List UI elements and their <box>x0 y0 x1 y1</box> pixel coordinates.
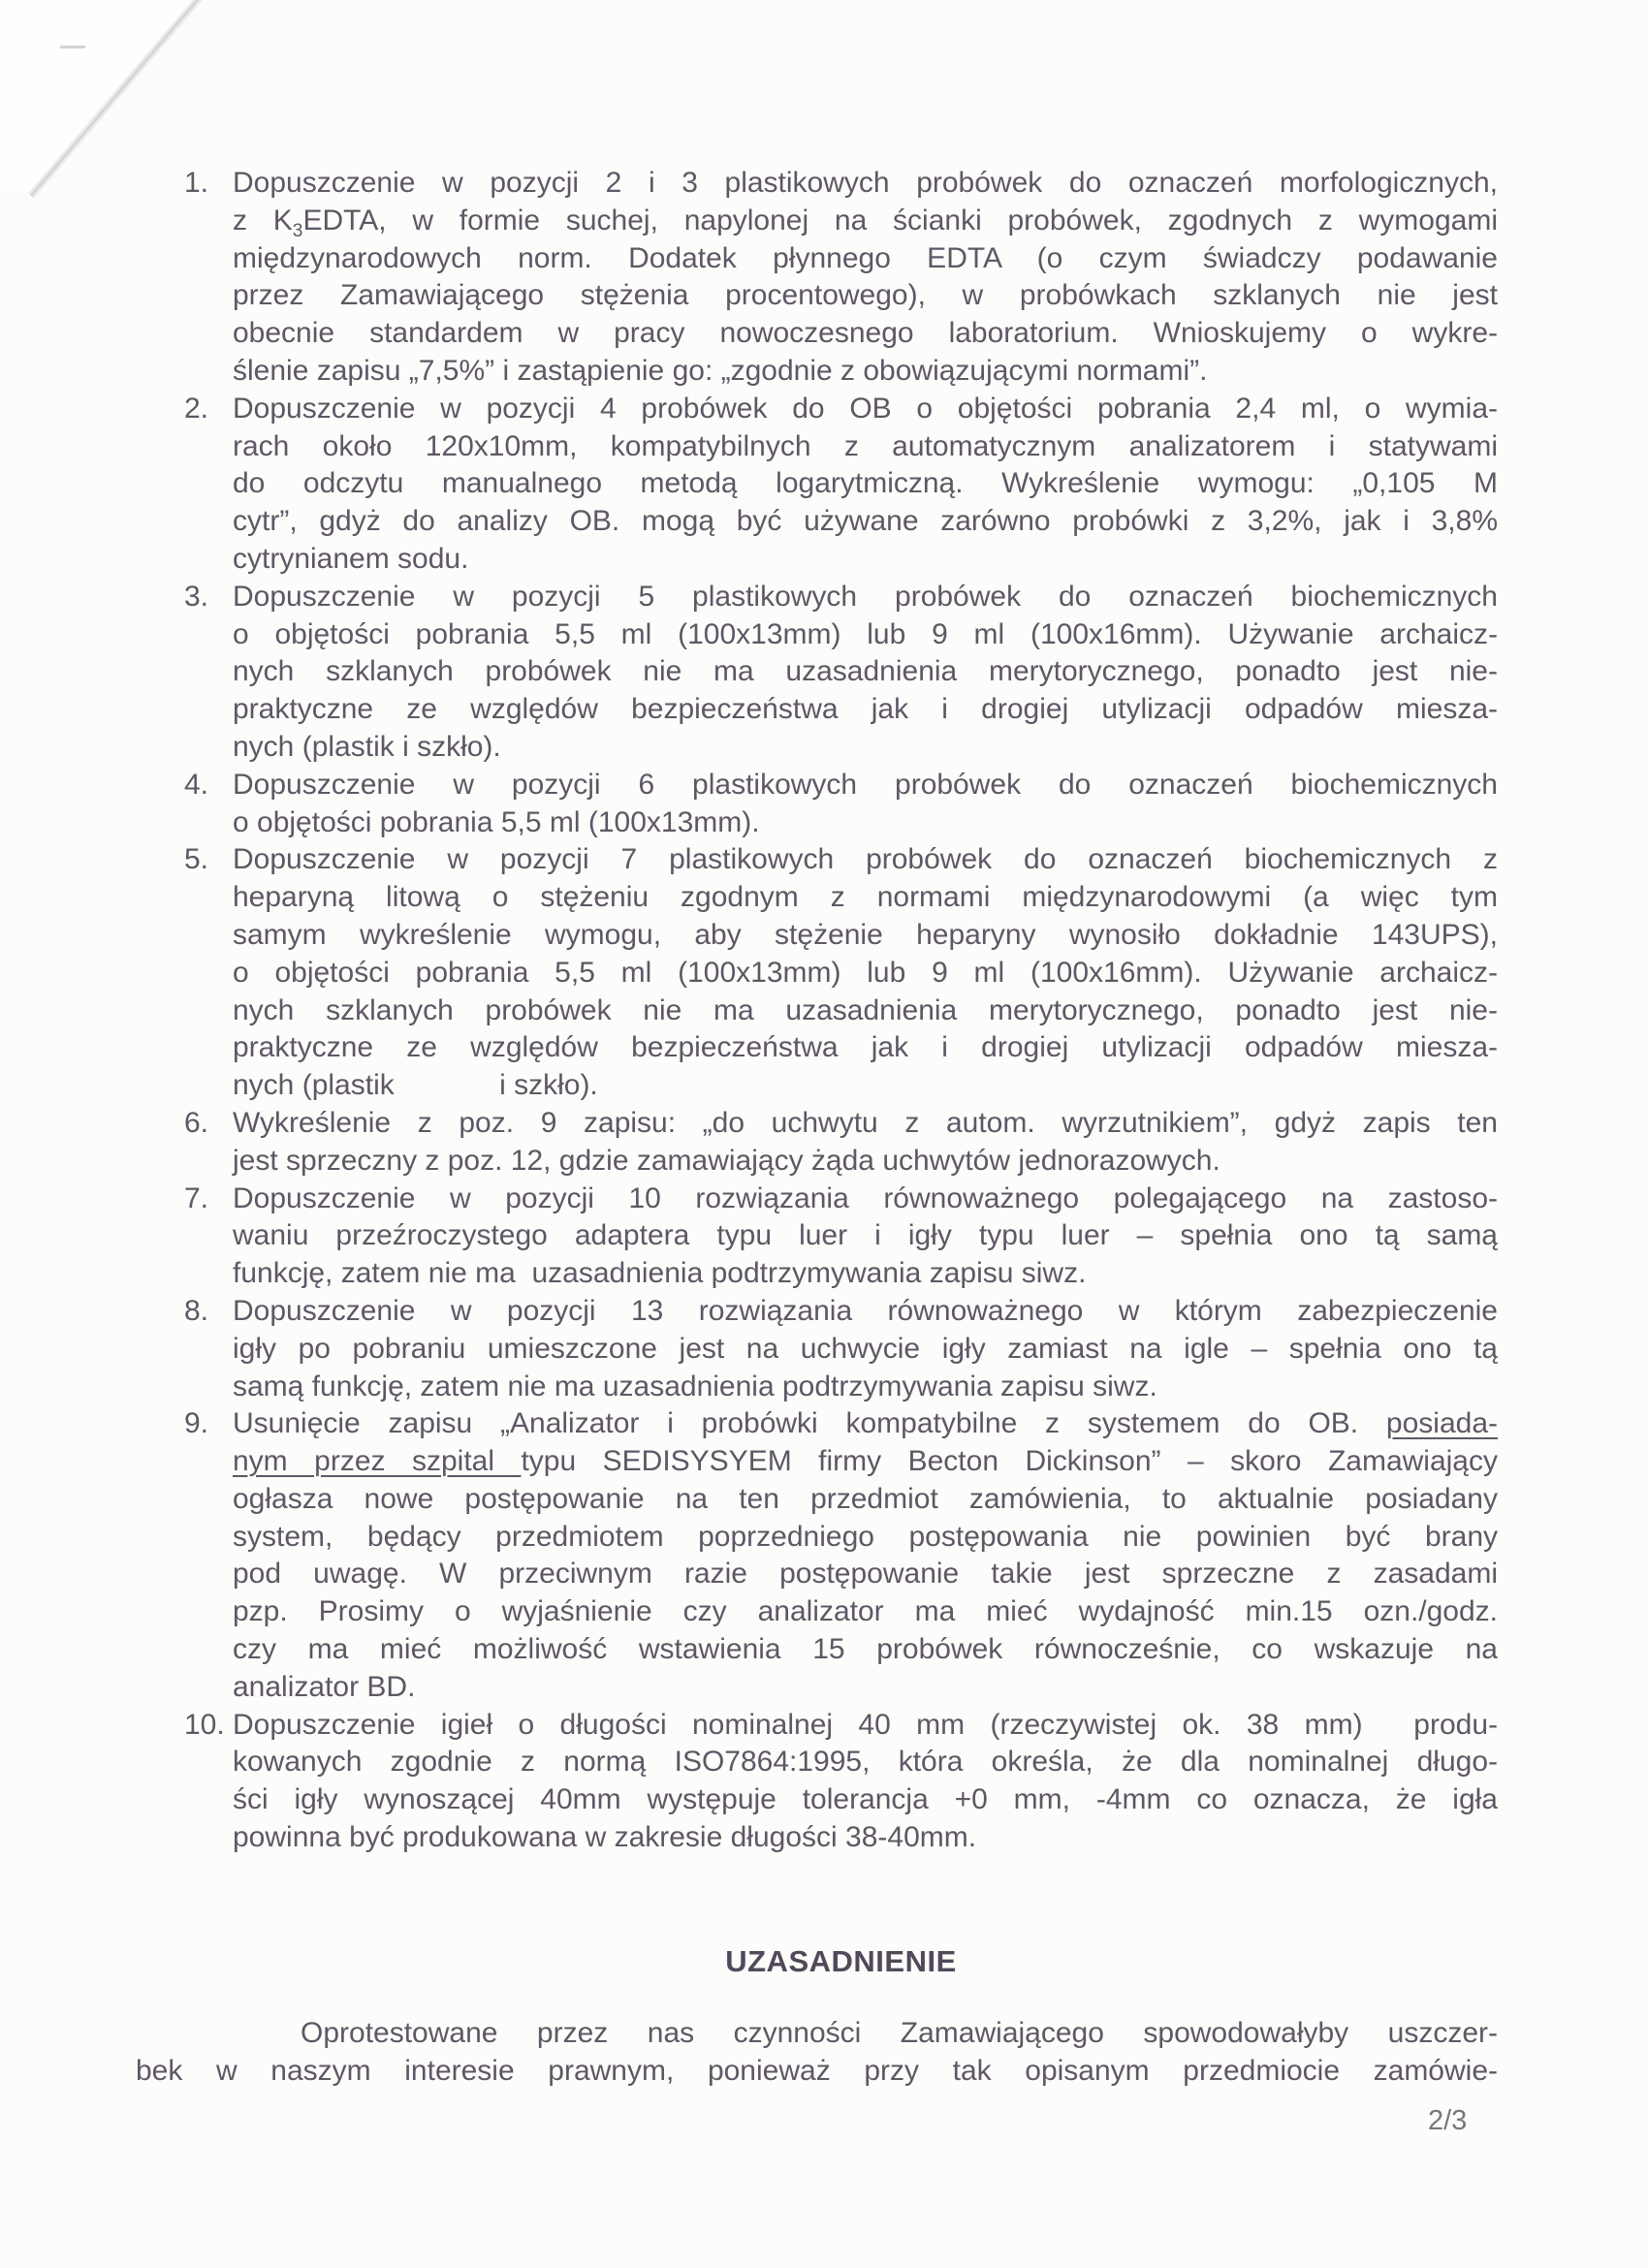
text-line: do odczytu manualnego metodą logarytmiczną. Wykreślenie wymogu: „0,105 M <box>233 467 1498 500</box>
text-line: praktyczne ze względów bezpieczeństwa jak i drogiej utylizacji odpadów miesza- <box>233 1031 1498 1064</box>
text-line: jest sprzeczny z poz. 12, gdzie zamawiający żąda uchwytów jednorazowych. <box>233 1144 1220 1177</box>
text-line: Dopuszczenie igieł o długości nominalnej 40 mm (rzeczywistej ok. 38 mm) produ- <box>233 1708 1498 1741</box>
list-item <box>184 1105 1498 1181</box>
text-line: bek w naszym interesie prawnym, ponieważ przy tak opisanym przedmiocie zamówie- <box>136 2054 1498 2087</box>
text-line: nych szklanych probówek nie ma uzasadnienia merytorycznego, ponadto jest nie- <box>233 655 1498 688</box>
text-line: rach około 120x10mm, kompatybilnych z automatycznym analizatorem i statywami <box>233 429 1498 462</box>
text-line: Dopuszczenie w pozycji 10 rozwiązania równoważnego polegającego na zastoso- <box>233 1181 1498 1214</box>
list-item <box>184 1181 1498 1293</box>
text-line: heparyną litową o stężeniu zgodnym z normami międzynarodowymi (a więc tym <box>233 881 1498 914</box>
list-item <box>184 841 1498 1105</box>
text-line: samą funkcję, zatem nie ma uzasadnienia podtrzymywania zapisu siwz. <box>233 1370 1157 1402</box>
item-number: 10. <box>184 1708 225 1741</box>
text-line: o objętości pobrania 5,5 ml (100x13mm) lub 9 ml (100x16mm). Używanie archaicz- <box>233 956 1498 989</box>
text-line: Dopuszczenie w pozycji 2 i 3 plastikowych probówek do oznaczeń morfologicznych, <box>233 167 1498 199</box>
text-line: Dopuszczenie w pozycji 5 plastikowych probówek do oznaczeń biochemicznych <box>233 580 1498 613</box>
page-number: 2/3 <box>1428 2105 1468 2136</box>
item-text <box>233 391 1498 579</box>
item-text <box>233 841 1498 1105</box>
text-line: samym wykreślenie wymogu, aby stężenie heparyny wynosiło dokładnie 143UPS), <box>233 918 1498 951</box>
text-line: Dopuszczenie w pozycji 7 plastikowych probówek do oznaczeń biochemicznych z <box>233 843 1498 876</box>
text-line: Dopuszczenie w pozycji 6 plastikowych probówek do oznaczeń biochemicznych <box>233 768 1498 801</box>
list-item <box>184 767 1498 842</box>
list-item <box>184 1707 1498 1857</box>
list-item <box>184 165 1498 391</box>
text-line: pzp. Prosimy o wyjaśnienie czy analizator ma mieć wydajność min.15 ozn./godz. <box>233 1595 1498 1628</box>
text-line: międzynarodowych norm. Dodatek płynnego EDTA (o czym świadczy podawanie <box>233 241 1498 274</box>
text-line: ogłasza nowe postępowanie na ten przedmiot zamówienia, to aktualnie posiadany <box>233 1482 1498 1515</box>
section-heading: UZASADNIENIE <box>725 1944 957 1978</box>
text-line: Dopuszczenie w pozycji 4 probówek do OB o objętości pobrania 2,4 ml, o wymia- <box>233 392 1498 425</box>
item-text <box>233 1707 1498 1857</box>
scan-speck <box>60 46 85 48</box>
item-text <box>233 767 1498 842</box>
item-text <box>233 1181 1498 1293</box>
item-number: 5. <box>184 843 209 876</box>
closing-paragraph <box>136 2015 1498 2091</box>
text-line: Oprotestowane przez nas czynności Zamawiającego spowodowałyby uszczer- <box>301 2017 1498 2049</box>
text-line: praktyczne ze względów bezpieczeństwa jak i drogiej utylizacji odpadów miesza- <box>233 693 1498 726</box>
text-line: z $K_3EDTA$, w formie suchej, napylonej na ścianki probówek, zgodnych z wymogami <box>233 204 1498 241</box>
text-line: waniu przeźroczystego adaptera typu luer i igły typu luer – spełnia ono tą samą <box>233 1219 1498 1252</box>
text-line: nym przez szpital typu SEDISYSYEM firmy Becton Dickinson” – skoro Zamawiający <box>233 1445 1498 1478</box>
text-line: pod uwagę. W przeciwnym razie postępowanie takie jest sprzeczne z zasadami <box>233 1558 1498 1591</box>
text-line: o objętości pobrania 5,5 ml (100x13mm) lub 9 ml (100x16mm). Używanie archaicz- <box>233 617 1498 650</box>
item-text <box>233 1293 1498 1405</box>
list-item <box>184 1405 1498 1706</box>
item-text <box>233 579 1498 767</box>
text-line: cytr”, gdyż do analizy OB. mogą być używane zarówno probówki z 3,2%, jak i 3,8% <box>233 505 1498 538</box>
item-text <box>233 1105 1498 1181</box>
text-line: cytrynianem sodu. <box>233 542 469 575</box>
list-item <box>184 579 1498 767</box>
text-line: funkcję, zatem nie ma uzasadnienia podtrzymywania zapisu siwz. <box>233 1257 1087 1290</box>
item-number: 3. <box>184 580 209 613</box>
text-line: obecnie standardem w pracy nowoczesnego laboratorium. Wnioskujemy o wykre- <box>233 317 1498 350</box>
list-item <box>184 391 1498 579</box>
text-line: system, będący przedmiotem poprzedniego postępowania nie powinien być brany <box>233 1520 1498 1553</box>
numbered-list <box>184 165 1498 1857</box>
text-line: czy ma mieć możliwość wstawienia 15 probówek równocześnie, co wskazuje na <box>233 1633 1498 1666</box>
text-line: nych (plastik i szkło). <box>233 730 501 763</box>
text-line: o objętości pobrania 5,5 ml (100x13mm). <box>233 805 760 838</box>
item-text <box>233 1405 1498 1706</box>
item-text <box>233 165 1498 391</box>
text-line: nych (plastik i szkło). <box>233 1069 598 1102</box>
text-line: ści igły wynoszącej 40mm występuje tolerancja +0 mm, -4mm co oznacza, że igła <box>233 1783 1498 1816</box>
text-line: Dopuszczenie w pozycji 13 rozwiązania równoważnego w którym zabezpieczenie <box>233 1294 1498 1327</box>
list-item <box>184 1293 1498 1405</box>
text-line: kowanych zgodnie z normą ISO7864:1995, która określa, że dla nominalnej długo- <box>233 1746 1498 1779</box>
text-line: przez Zamawiającego stężenia procentowego), w probówkach szklanych nie jest <box>233 279 1498 312</box>
item-number: 1. <box>184 167 209 199</box>
item-number: 4. <box>184 768 209 801</box>
text-line: ślenie zapisu „7,5%” i zastąpienie go: „zgodnie z obowiązującymi normami”. <box>233 354 1208 387</box>
item-number: 6. <box>184 1106 209 1139</box>
text-line: analizator BD. <box>233 1670 416 1703</box>
item-number: 8. <box>184 1294 209 1327</box>
text-line: powinna być produkowana w zakresie długości 38-40mm. <box>233 1821 977 1854</box>
item-number: 9. <box>184 1407 209 1440</box>
item-number: 7. <box>184 1181 209 1214</box>
text-line: Wykreślenie z poz. 9 zapisu: „do uchwytu z autom. wyrzutnikiem”, gdyż zapis ten <box>233 1106 1498 1139</box>
text-line: nych szklanych probówek nie ma uzasadnienia merytorycznego, ponadto jest nie- <box>233 993 1498 1026</box>
text-line: igły po pobraniu umieszczone jest na uchwycie igły zamiast na igle – spełnia ono tą <box>233 1332 1498 1365</box>
item-number: 2. <box>184 392 209 425</box>
text-line: Usunięcie zapisu „Analizator i probówki kompatybilne z systemem do OB. posiada- <box>233 1407 1498 1440</box>
